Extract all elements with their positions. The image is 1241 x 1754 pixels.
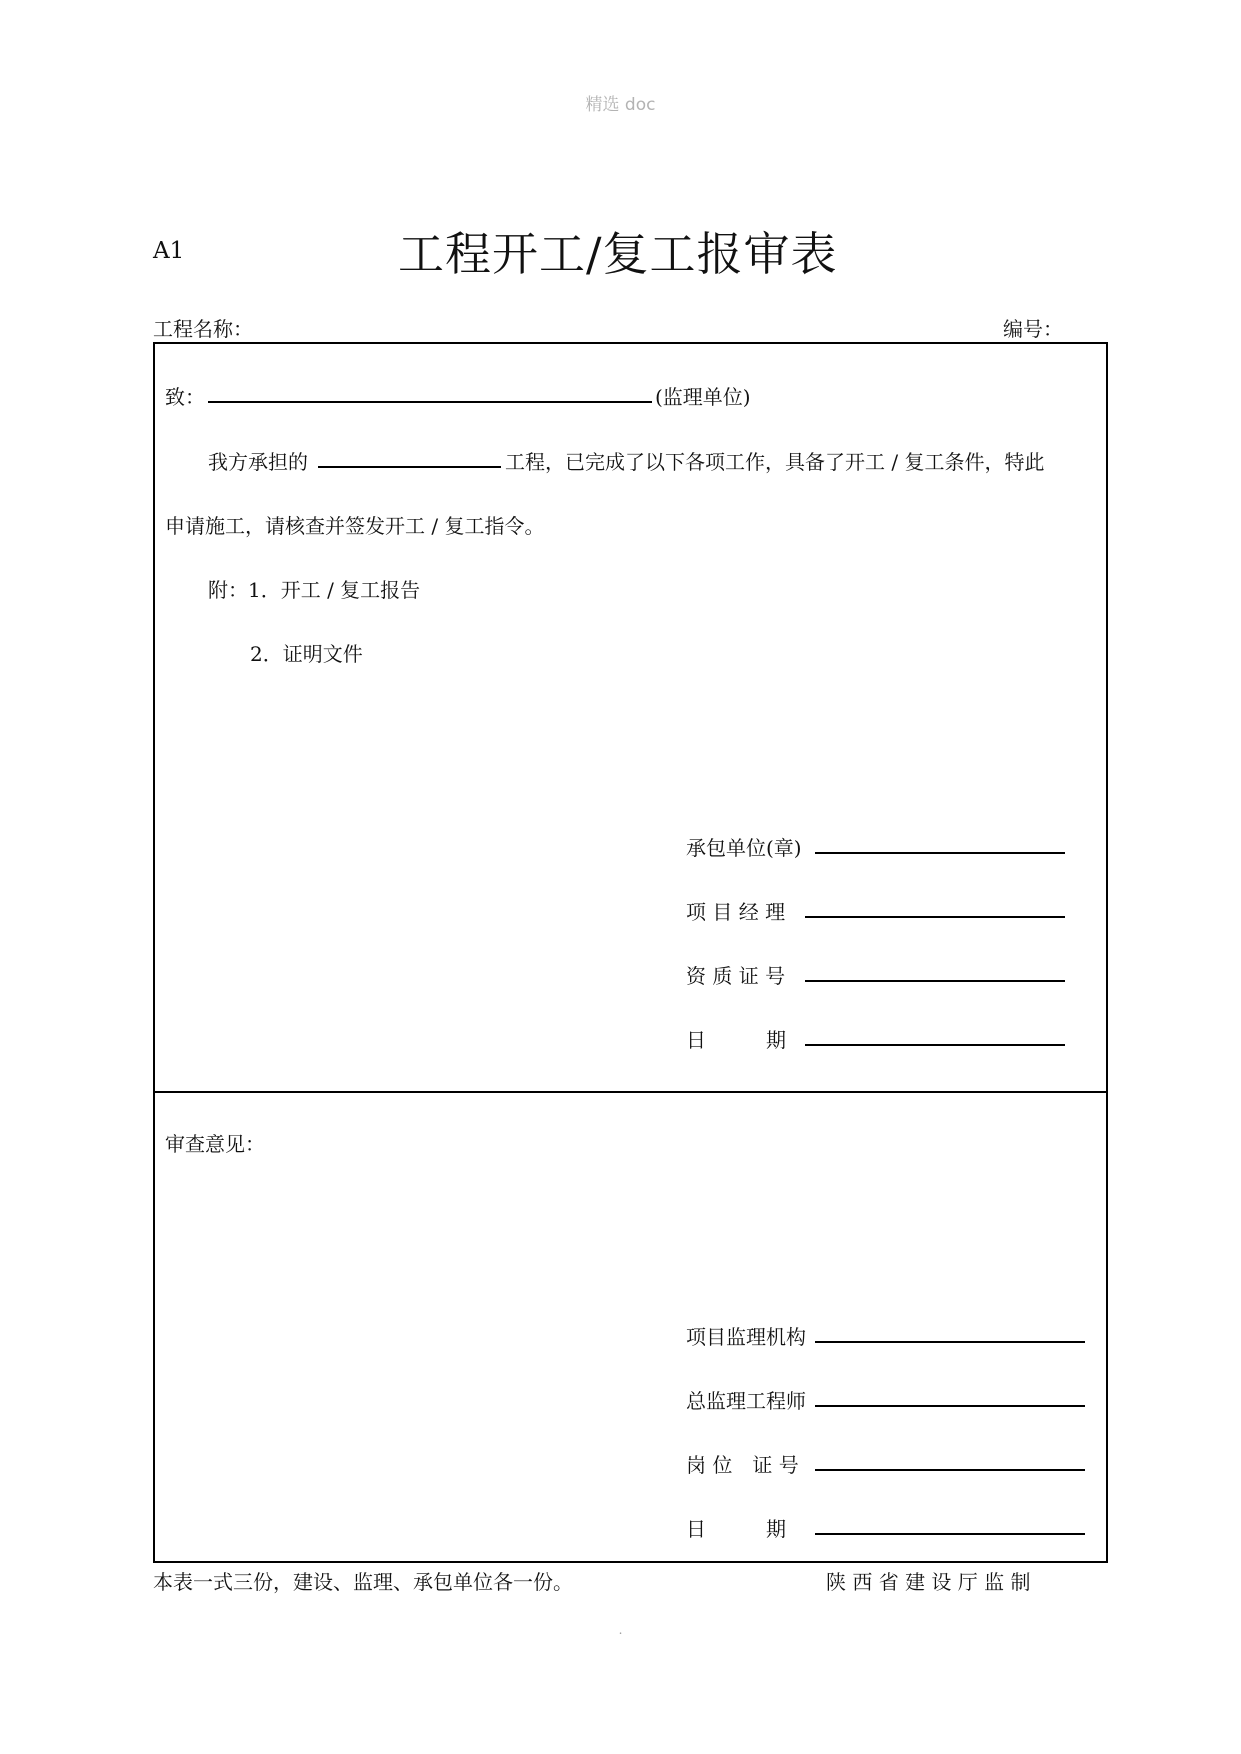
chief-engineer-label: 总监理工程师 bbox=[686, 1389, 806, 1413]
header-tag: 精选 doc bbox=[585, 95, 656, 115]
review-date-label: 日 期 bbox=[686, 1517, 786, 1541]
supervision-org-label: 项目监理机构 bbox=[686, 1325, 806, 1349]
review-label: 审查意见： bbox=[165, 1132, 265, 1156]
qualification-no-label: 资 质 证 号 bbox=[686, 964, 786, 988]
to-suffix: (监理单位) bbox=[655, 385, 751, 409]
chief-engineer-line[interactable] bbox=[815, 1405, 1085, 1407]
review-date-line[interactable] bbox=[815, 1533, 1085, 1535]
application-date-line[interactable] bbox=[805, 1044, 1065, 1046]
body-mid: 工程，已完成了以下各项工作，具备了开工 / 复工条件，特此 bbox=[505, 450, 1045, 474]
application-date-label: 日 期 bbox=[686, 1028, 786, 1052]
section-divider bbox=[153, 1091, 1108, 1093]
project-manager-line[interactable] bbox=[805, 916, 1065, 918]
to-label: 致： bbox=[165, 385, 205, 409]
form-code: A1 bbox=[153, 238, 185, 264]
post-cert-line[interactable] bbox=[815, 1469, 1085, 1471]
attachment-2: 2．证明文件 bbox=[250, 642, 363, 666]
attachment-1: 附：1．开工 / 复工报告 bbox=[208, 578, 421, 602]
body-prefix: 我方承担的 bbox=[208, 450, 308, 474]
project-name-label: 工程名称： bbox=[153, 317, 253, 341]
page-title: 工程开工/复工报审表 bbox=[398, 227, 838, 281]
footer-note: 本表一式三份，建设、监理、承包单位各一份。 bbox=[153, 1570, 573, 1594]
footer-issuer: 陕 西 省 建 设 厅 监 制 bbox=[826, 1570, 1031, 1594]
project-underline[interactable] bbox=[318, 466, 501, 468]
body-line2: 申请施工，请核查并签发开工 / 复工指令。 bbox=[165, 514, 545, 538]
to-underline[interactable] bbox=[208, 401, 652, 403]
contractor-seal-line[interactable] bbox=[815, 852, 1065, 854]
qualification-no-line[interactable] bbox=[805, 980, 1065, 982]
post-cert-label: 岗 位 证 号 bbox=[686, 1453, 799, 1477]
contractor-seal-label: 承包单位(章) bbox=[686, 836, 802, 860]
project-manager-label: 项 目 经 理 bbox=[686, 900, 786, 924]
number-label: 编号： bbox=[1003, 317, 1063, 341]
page-mark: . bbox=[618, 1623, 623, 1637]
supervision-org-line[interactable] bbox=[815, 1341, 1085, 1343]
